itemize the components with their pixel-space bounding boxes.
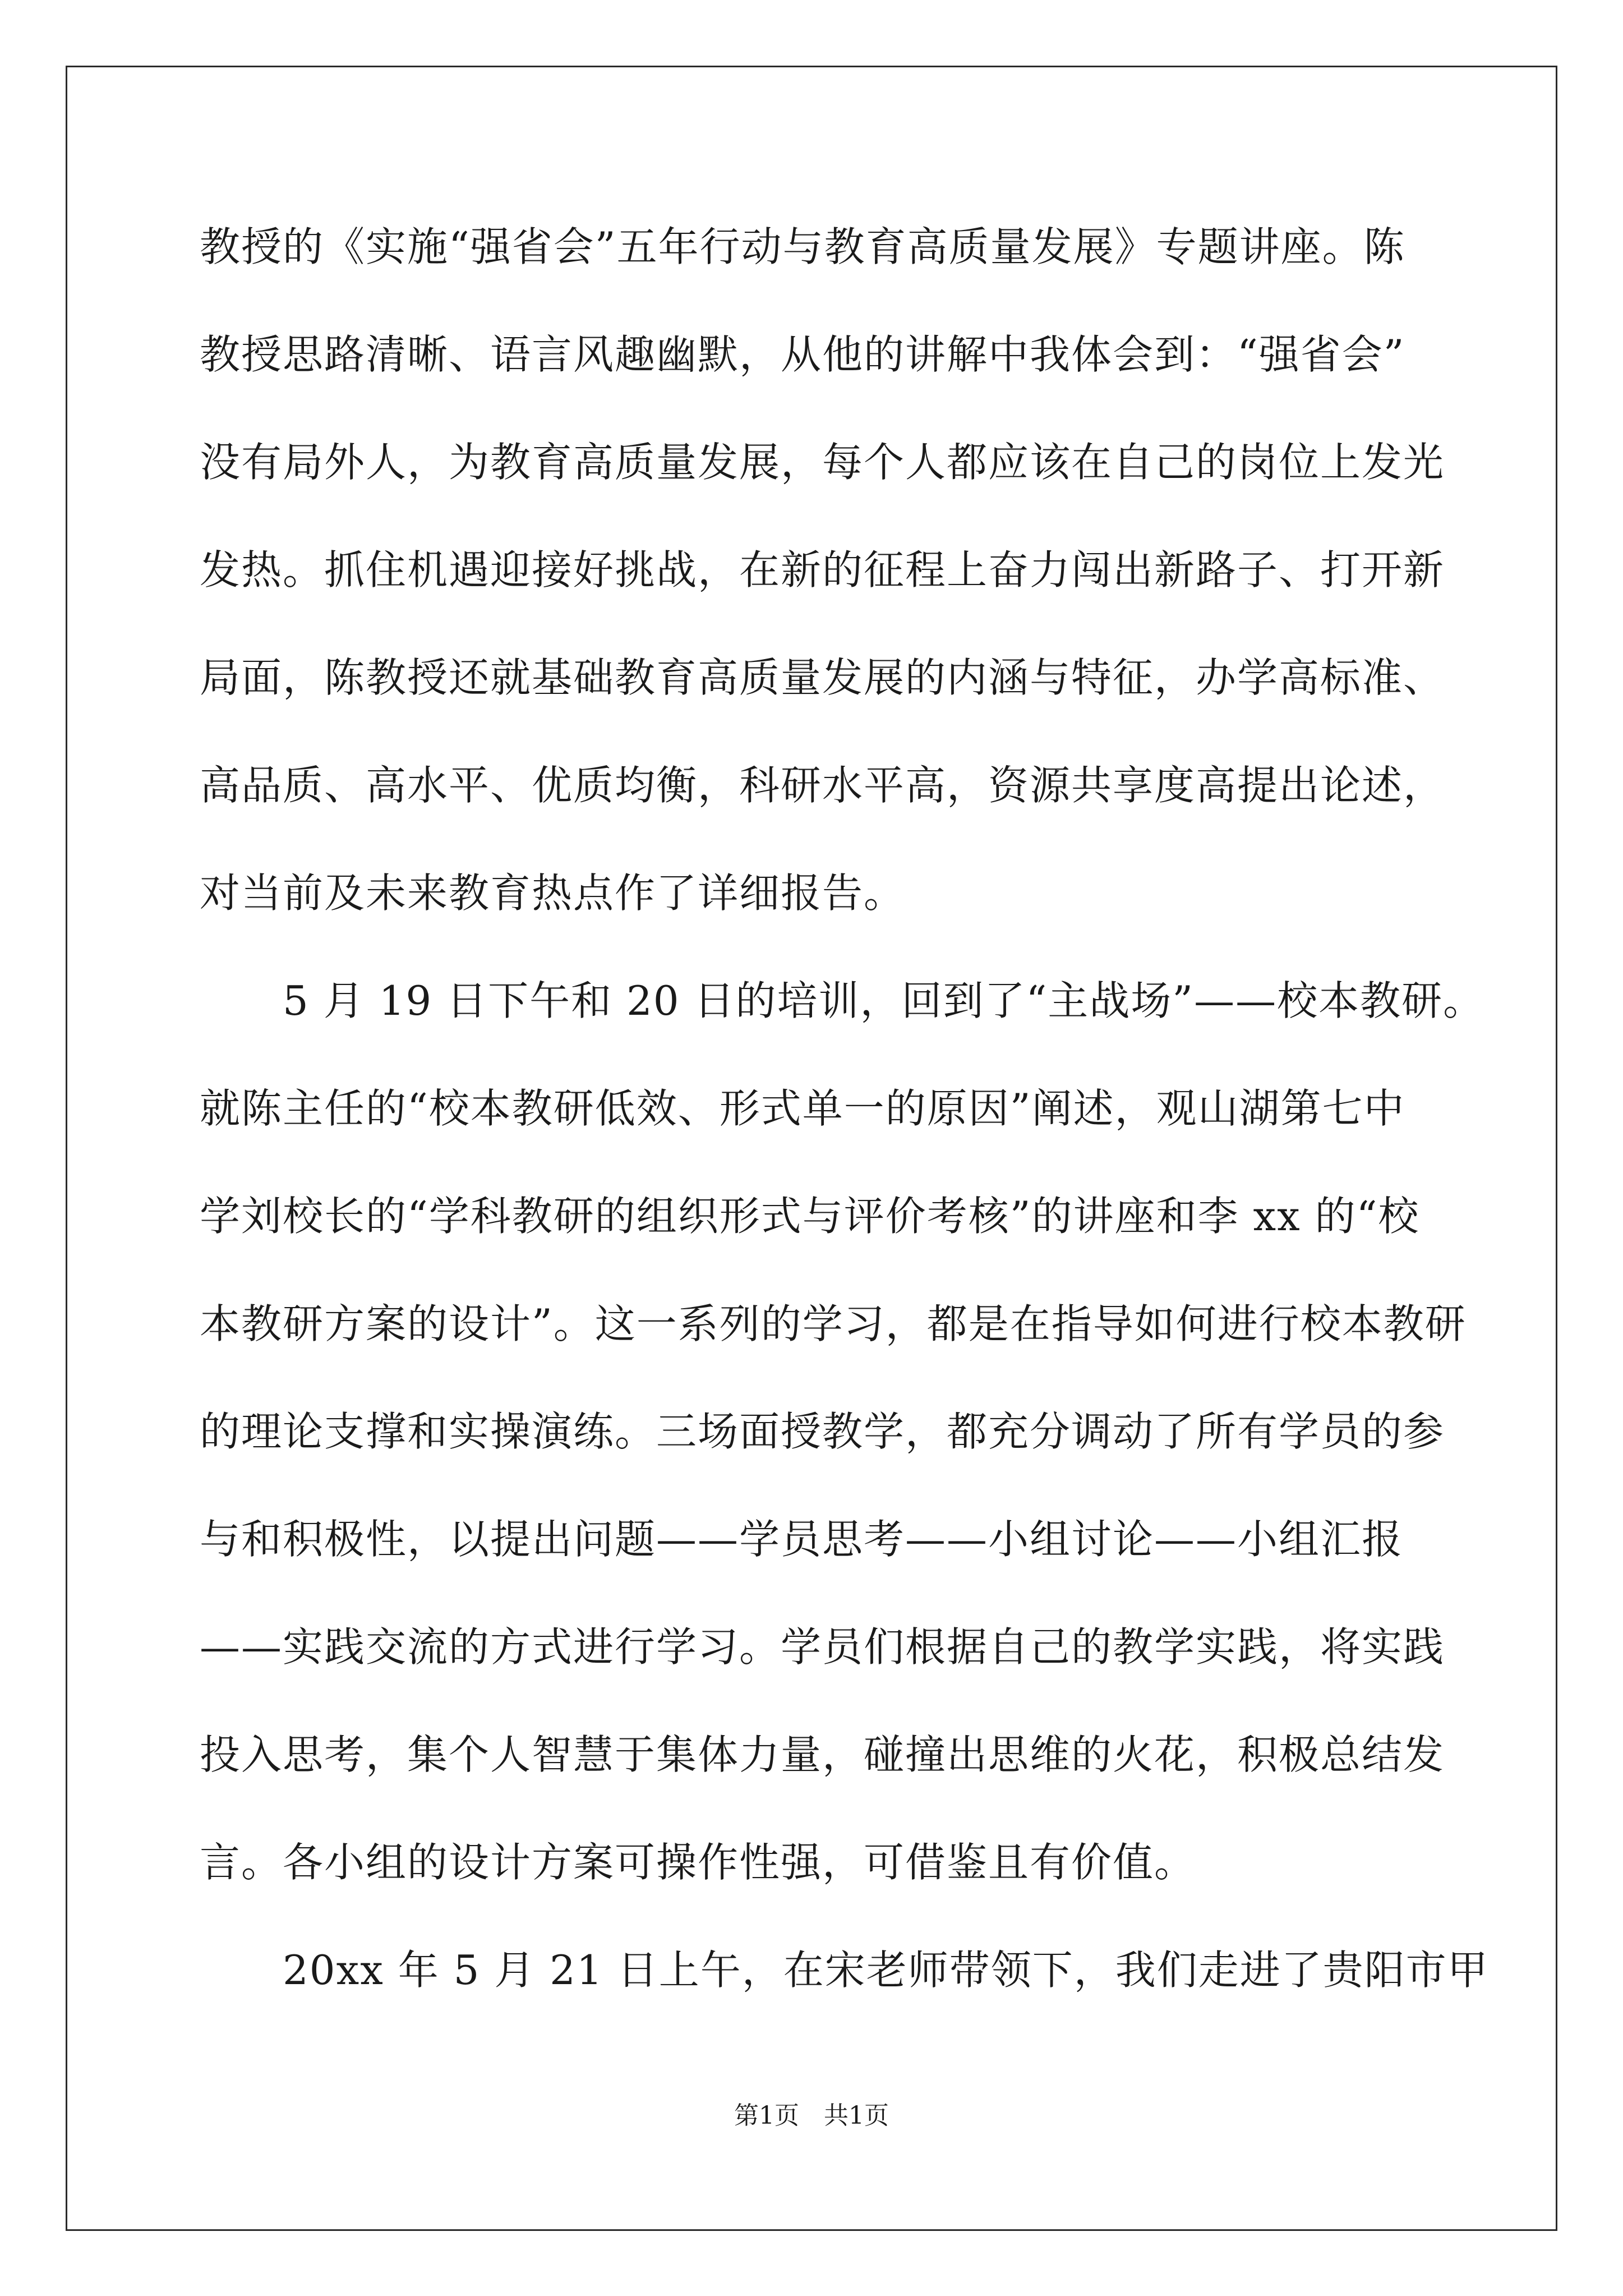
text-line: 与和积极性，以提出问题——学员思考——小组讨论——小组汇报 [200,1516,1404,1563]
text-line: 发热。抓住机遇迎接好挑战，在新的征程上奋力闯出新路子、打开新 [200,546,1445,593]
body-text [200,210,1489,2041]
text-line: 投入思考，集个人智慧于集体力量，碰撞出思维的火花，积极总结发 [200,1731,1445,1778]
text-line: 没有局外人，为教育高质量发展，每个人都应该在自己的岗位上发光 [200,439,1445,486]
text-line: 言。各小组的设计方案可操作性强，可借鉴且有价值。 [200,1839,1196,1886]
text-line: 20xx 年 5 月 21 日上午，在宋老师带领下，我们走进了贵阳市甲 [200,1947,1489,1994]
text-line: 教授的《实施“强省会”五年行动与教育高质量发展》专题讲座。陈 [200,223,1405,270]
text-line: 局面，陈教授还就基础教育高质量发展的内涵与特征，办学高标准、 [200,654,1445,701]
text-line: 学刘校长的“学科教研的组织形式与评价考核”的讲座和李 xx 的“校 [200,1193,1420,1240]
text-line: 就陈主任的“校本教研低效、形式单一的原因”阐述，观山湖第七中 [200,1085,1405,1132]
text-line: ——实践交流的方式进行学习。学员们根据自己的教学实践，将实践 [200,1623,1445,1671]
text-line: 5 月 19 日下午和 20 日的培训，回到了“主战场”——校本教研。 [200,977,1485,1024]
text-line: 教授思路清晰、语言风趣幽默，从他的讲解中我体会到：“强省会” [200,331,1405,378]
page-footer: 第1页 共1页 [734,2101,889,2130]
text-line: 本教研方案的设计”。这一系列的学习，都是在指导如何进行校本教研 [200,1300,1467,1347]
text-line: 的理论支撑和实操演练。三场面授教学，都充分调动了所有学员的参 [200,1408,1445,1455]
text-line: 高品质、高水平、优质均衡，科研水平高，资源共享度高提出论述， [200,762,1445,809]
text-line: 对当前及未来教育热点作了详细报告。 [200,869,906,917]
